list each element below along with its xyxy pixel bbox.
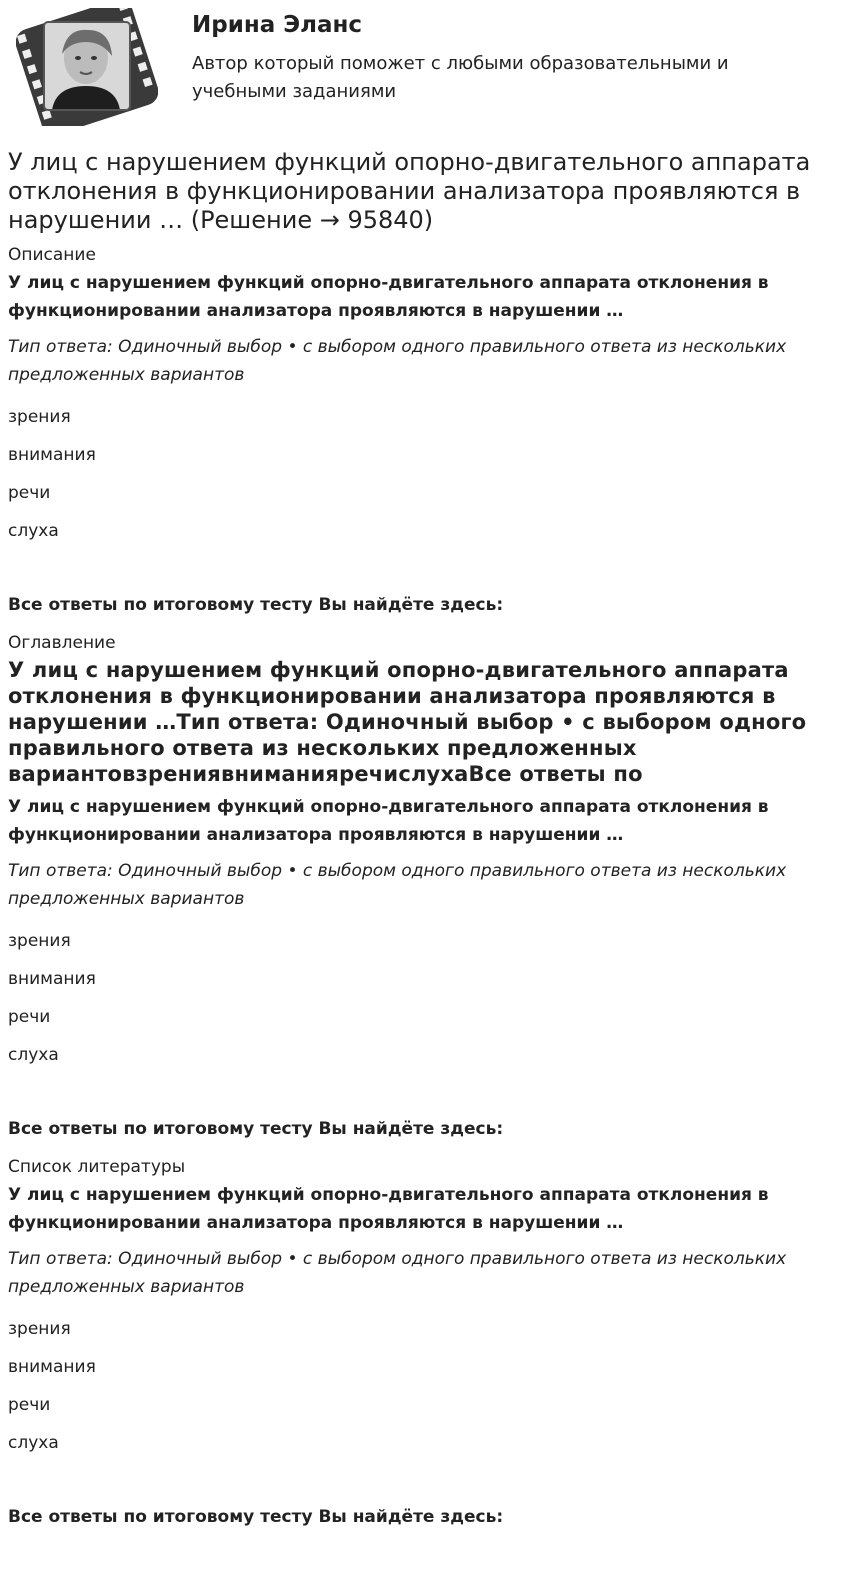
toc-heading: У лиц с нарушением функций опорно-двигательного аппарата отклонения в функционировании анализатора проявляются в нарушении …Тип ответа: Одиночный выбор • с выбором одного правильного ответа из нескольких предложенных вариантовзрениявниманияречислухаВсе ответы по: [8, 658, 807, 786]
answer-option: внимания: [8, 969, 96, 989]
answer-option: слуха: [8, 521, 59, 541]
answer-option: речи: [8, 483, 51, 503]
section-label: Список литературы: [8, 1157, 186, 1177]
author-name[interactable]: Ирина Эланс: [192, 12, 363, 38]
answer-type: Тип ответа: Одиночный выбор • с выбором одного правильного ответа из нескольких предложенных вариантов: [8, 1249, 787, 1297]
question-text: У лиц с нарушением функций опорно-двигательного аппарата отклонения в функционировании анализатора проявляются в нарушении …: [8, 273, 769, 321]
author-description: Автор который поможет с любыми образовательными и учебными заданиями: [192, 53, 729, 102]
page-title: У лиц с нарушением функций опорно-двигательного аппарата отклонения в функционировании анализатора проявляются в нарушении … (Решение → 95840): [8, 148, 811, 234]
all-answers-link[interactable]: Все ответы по итоговому тесту Вы найдёте здесь:: [8, 595, 504, 615]
answer-type: Тип ответа: Одиночный выбор • с выбором одного правильного ответа из нескольких предложенных вариантов: [8, 861, 787, 909]
answer-option: слуха: [8, 1045, 59, 1065]
answer-option: речи: [8, 1395, 51, 1415]
answer-option: речи: [8, 1007, 51, 1027]
answer-type: Тип ответа: Одиночный выбор • с выбором одного правильного ответа из нескольких предложенных вариантов: [8, 337, 787, 385]
literature-section: [8, 1157, 839, 1527]
answer-option: зрения: [8, 931, 71, 951]
author-card: [8, 0, 839, 130]
answer-option: зрения: [8, 407, 71, 427]
section-label: Оглавление: [8, 633, 116, 653]
author-avatar[interactable]: [16, 8, 158, 126]
answer-option: внимания: [8, 445, 96, 465]
all-answers-link[interactable]: Все ответы по итоговому тесту Вы найдёте здесь:: [8, 1119, 504, 1139]
question-text: У лиц с нарушением функций опорно-двигательного аппарата отклонения в функционировании анализатора проявляются в нарушении …: [8, 797, 769, 845]
question-text: У лиц с нарушением функций опорно-двигательного аппарата отклонения в функционировании анализатора проявляются в нарушении …: [8, 1185, 769, 1233]
description-section: [8, 245, 839, 615]
toc-section: [8, 633, 839, 1139]
answer-option: зрения: [8, 1319, 71, 1339]
answer-option: слуха: [8, 1433, 59, 1453]
section-label: Описание: [8, 245, 96, 265]
author-photo-icon: [16, 8, 158, 126]
answer-option: внимания: [8, 1357, 96, 1377]
all-answers-link[interactable]: Все ответы по итоговому тесту Вы найдёте здесь:: [8, 1507, 504, 1527]
